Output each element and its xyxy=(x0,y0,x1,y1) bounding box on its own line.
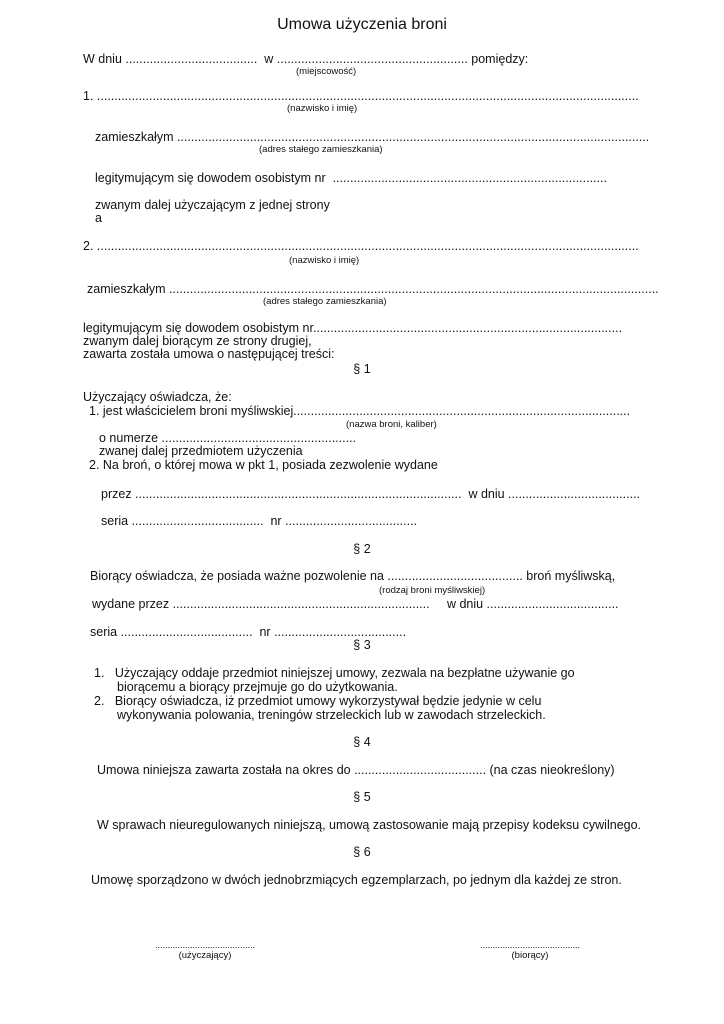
party2-name-line: 2. ............................................................................................................................................................ xyxy=(83,239,639,253)
s3-item1-b: biorącemu a biorący przejmuje go do użytkowania. xyxy=(117,680,398,694)
s1-number-line: o numerze ........................................................ xyxy=(99,431,357,445)
s4-text: Umowa niniejsza zawarta została na okres do ...................................... (na czas nieokreślony) xyxy=(97,763,615,777)
lender-signature-line: ........................................ xyxy=(154,940,256,950)
s1-series-line: seria ...................................... nr ...................................... xyxy=(101,514,418,528)
borrower-signature-block xyxy=(460,940,600,962)
s1-lead: Użyczający oświadcza, że: xyxy=(83,390,232,404)
s2-series-line: seria ...................................... nr ...................................... xyxy=(90,625,407,639)
party2-address-hint: (adres stałego zamieszkania) xyxy=(263,296,387,307)
s5-text: W sprawach nieuregulowanych niniejszą, umową zastosowanie mają przepisy kodeksu cywilnego. xyxy=(97,818,642,832)
borrower-signature-line: ........................................ xyxy=(479,940,581,950)
section-5-heading: § 5 xyxy=(353,790,371,804)
s1-item1-hint: (nazwa broni, kaliber) xyxy=(346,419,437,430)
party1-address-hint: (adres stałego zamieszkania) xyxy=(259,144,383,155)
s1-item2: 2. Na broń, o której mowa w pkt 1, posiada zezwolenie wydane xyxy=(89,458,438,472)
s6-text: Umowę sporządzono w dwóch jednobrzmiących egzemplarzach, po jednym dla każdej ze stron. xyxy=(91,873,622,887)
lender-signature-block xyxy=(135,940,275,962)
date-place-line: W dniu ...................................... w ....................................................... pomiędzy: xyxy=(83,52,529,66)
party1-role: zwanym dalej użyczającym z jednej strony xyxy=(95,198,330,212)
s3-item1-a: 1. Użyczający oddaje przedmiot niniejszej umowy, zezwala na bezpłatne używanie go xyxy=(94,666,575,680)
lender-signature-label: (użyczający) xyxy=(178,950,232,961)
party1-name-hint: (nazwisko i imię) xyxy=(287,103,358,114)
party1-address-line: zamieszkałym ........................................................................................................................................ xyxy=(95,130,650,144)
conjunction-a: a xyxy=(95,211,102,225)
party1-id-line: legitymującym się dowodem osobistym nr ............................................................................... xyxy=(95,171,607,185)
party2-name-hint: (nazwisko i imię) xyxy=(289,255,360,266)
section-3-heading: § 3 xyxy=(353,638,371,652)
s1-subject: zwanej dalej przedmiotem użyczenia xyxy=(99,444,303,458)
s1-issued-by-line: przez .............................................................................................. w dniu ...................................... xyxy=(101,487,641,501)
s3-item2-b: wykonywania polowania, treningów strzeleckich lub w zawodach strzeleckich. xyxy=(117,708,546,722)
s2-hint: (rodzaj broni myśliwskiej) xyxy=(379,585,486,596)
party2-id-line: legitymującym się dowodem osobistym nr......................................................................................... xyxy=(83,321,623,335)
section-1-heading: § 1 xyxy=(353,362,371,376)
section-4-heading: § 4 xyxy=(353,735,371,749)
borrower-signature-label: (biorący) xyxy=(511,950,549,961)
place-hint: (miejscowość) xyxy=(296,66,357,77)
party2-role: zwanym dalej biorącym ze strony drugiej, xyxy=(83,334,312,348)
section-6-heading: § 6 xyxy=(353,845,371,859)
s1-item1: 1. jest właścicielem broni myśliwskiej................................................................................................. xyxy=(89,404,631,418)
party2-address-line: zamieszkałym ............................................................................................................................................. xyxy=(87,282,659,296)
s3-item2-a: 2. Biorący oświadcza, iż przedmiot umowy wykorzystywał będzie jedynie w celu xyxy=(94,694,542,708)
agreement-concluded: zawarta została umowa o następującej treści: xyxy=(83,347,335,361)
document-title: Umowa użyczenia broni xyxy=(277,16,447,33)
party1-name-line: 1. ............................................................................................................................................................ xyxy=(83,89,639,103)
s2-issued-line: wydane przez .......................................................................... w dniu ...................................... xyxy=(92,597,619,611)
s2-line1: Biorący oświadcza, że posiada ważne pozwolenie na ....................................... broń myśliwską, xyxy=(90,569,616,583)
section-2-heading: § 2 xyxy=(353,542,371,556)
